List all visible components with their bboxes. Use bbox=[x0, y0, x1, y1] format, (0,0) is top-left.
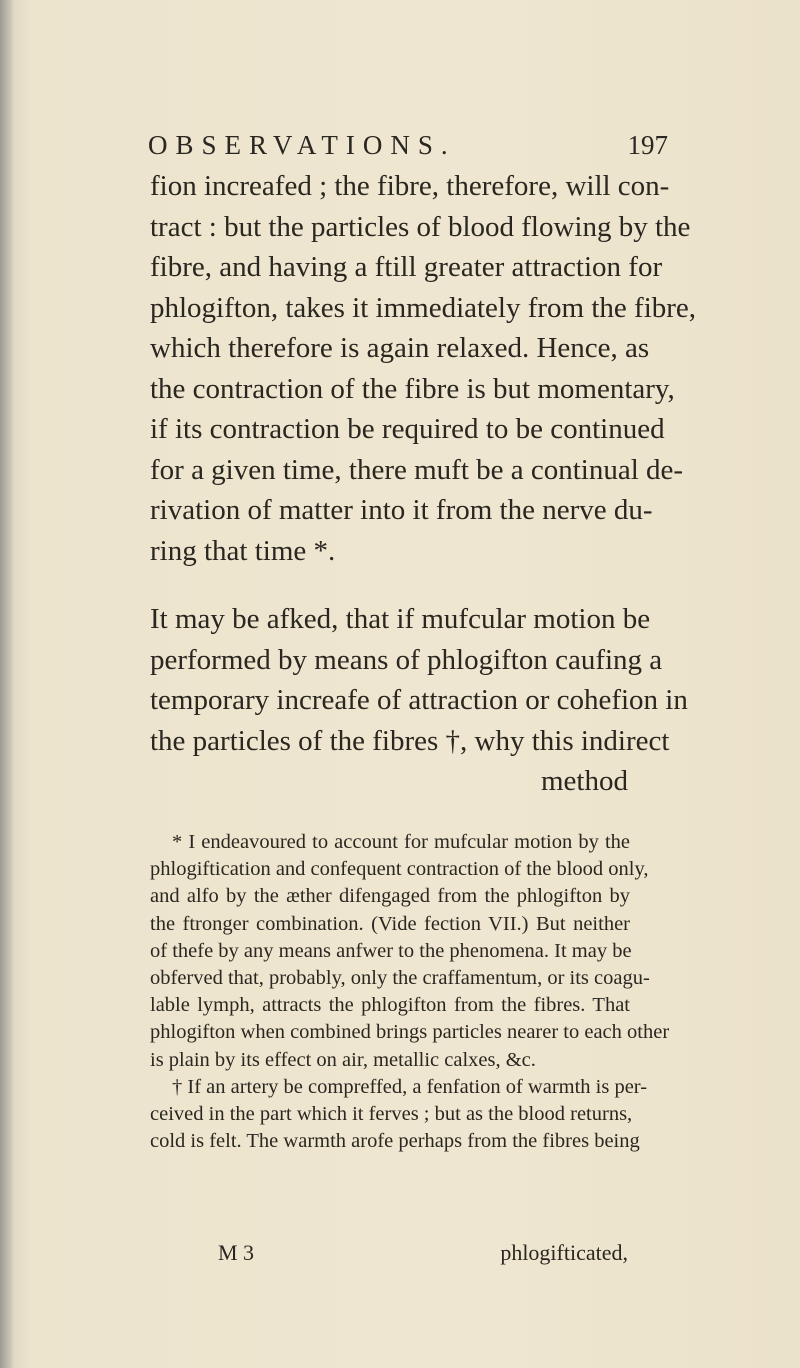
footnote-line: phlogiftication and confequent contraction of the blood only, bbox=[150, 858, 649, 881]
text-line: if its contraction be required to be continued bbox=[150, 413, 665, 445]
footnote-line: obferved that, probably, only the craffamentum, or its coagu- bbox=[150, 966, 650, 989]
footnote-line: the ftronger combination. (Vide fection VII.) But neither bbox=[150, 912, 630, 935]
text-line: ring that time *. bbox=[150, 534, 336, 567]
text-line: fion increafed ; the fibre, therefore, will con- bbox=[150, 170, 670, 202]
page-header bbox=[148, 130, 668, 170]
footnote-line: of thefe by any means anfwer to the phenomena. It may be bbox=[150, 939, 632, 962]
footnote-line: is plain by its effect on air, metallic calxes, &c. bbox=[150, 1048, 536, 1071]
text-line: fibre, and having a ftill greater attraction for bbox=[150, 251, 663, 283]
footnote-2 bbox=[150, 1074, 648, 1156]
paragraph-2 bbox=[150, 599, 688, 802]
footnote-1 bbox=[150, 829, 670, 1074]
paragraph-gap bbox=[150, 571, 628, 599]
text-line: for a given time, there muft be a continual de- bbox=[150, 453, 684, 486]
footnote-line: phlogifton when combined brings particles nearer to each other bbox=[150, 1021, 670, 1044]
text-line: performed by means of phlogifton caufing a bbox=[150, 643, 663, 676]
footnote-line: ceived in the part which it ferves ; but as the blood returns, bbox=[150, 1102, 633, 1125]
footnote-line: cold is felt. The warmth arofe perhaps from the fibres being bbox=[150, 1130, 640, 1153]
footnote-line: and alfo by the æther difengaged from the phlogifton by bbox=[150, 885, 630, 908]
footnote-line: * I endeavoured to account for mufcular motion by the bbox=[172, 831, 630, 853]
footnotes bbox=[150, 829, 670, 1155]
binding-gutter bbox=[0, 0, 14, 1368]
catchword: phlogifticated, bbox=[500, 1240, 628, 1265]
text-line: temporary increafe of attraction or cohefion in bbox=[150, 684, 688, 716]
page-footer bbox=[218, 1240, 628, 1272]
signature-mark: M 3 bbox=[218, 1240, 255, 1265]
page-number: 197 bbox=[627, 130, 668, 160]
paragraph-1 bbox=[150, 166, 697, 571]
text-line: the particles of the fibres †, why this indirect bbox=[150, 724, 670, 757]
text-line: phlogifton, takes it immediately from the fibre, bbox=[150, 291, 697, 324]
running-head: OBSERVATIONS. bbox=[148, 130, 456, 160]
text-line: tract : but the particles of blood flowing by the bbox=[150, 210, 691, 243]
footnote-line: lable lymph, attracts the phlogifton from the fibres. That bbox=[150, 994, 630, 1017]
text-line: which therefore is again relaxed. Hence, as bbox=[150, 332, 650, 364]
text-line: method bbox=[541, 765, 628, 797]
text-line: It may be afked, that if mufcular motion be bbox=[150, 603, 651, 635]
text-line: the contraction of the fibre is but momentary, bbox=[150, 372, 675, 405]
text-line: rivation of matter into it from the nerve du- bbox=[150, 494, 653, 526]
main-text bbox=[150, 166, 697, 802]
footnote-line: † If an artery be compreffed, a fenfation of warmth is per- bbox=[172, 1075, 648, 1098]
